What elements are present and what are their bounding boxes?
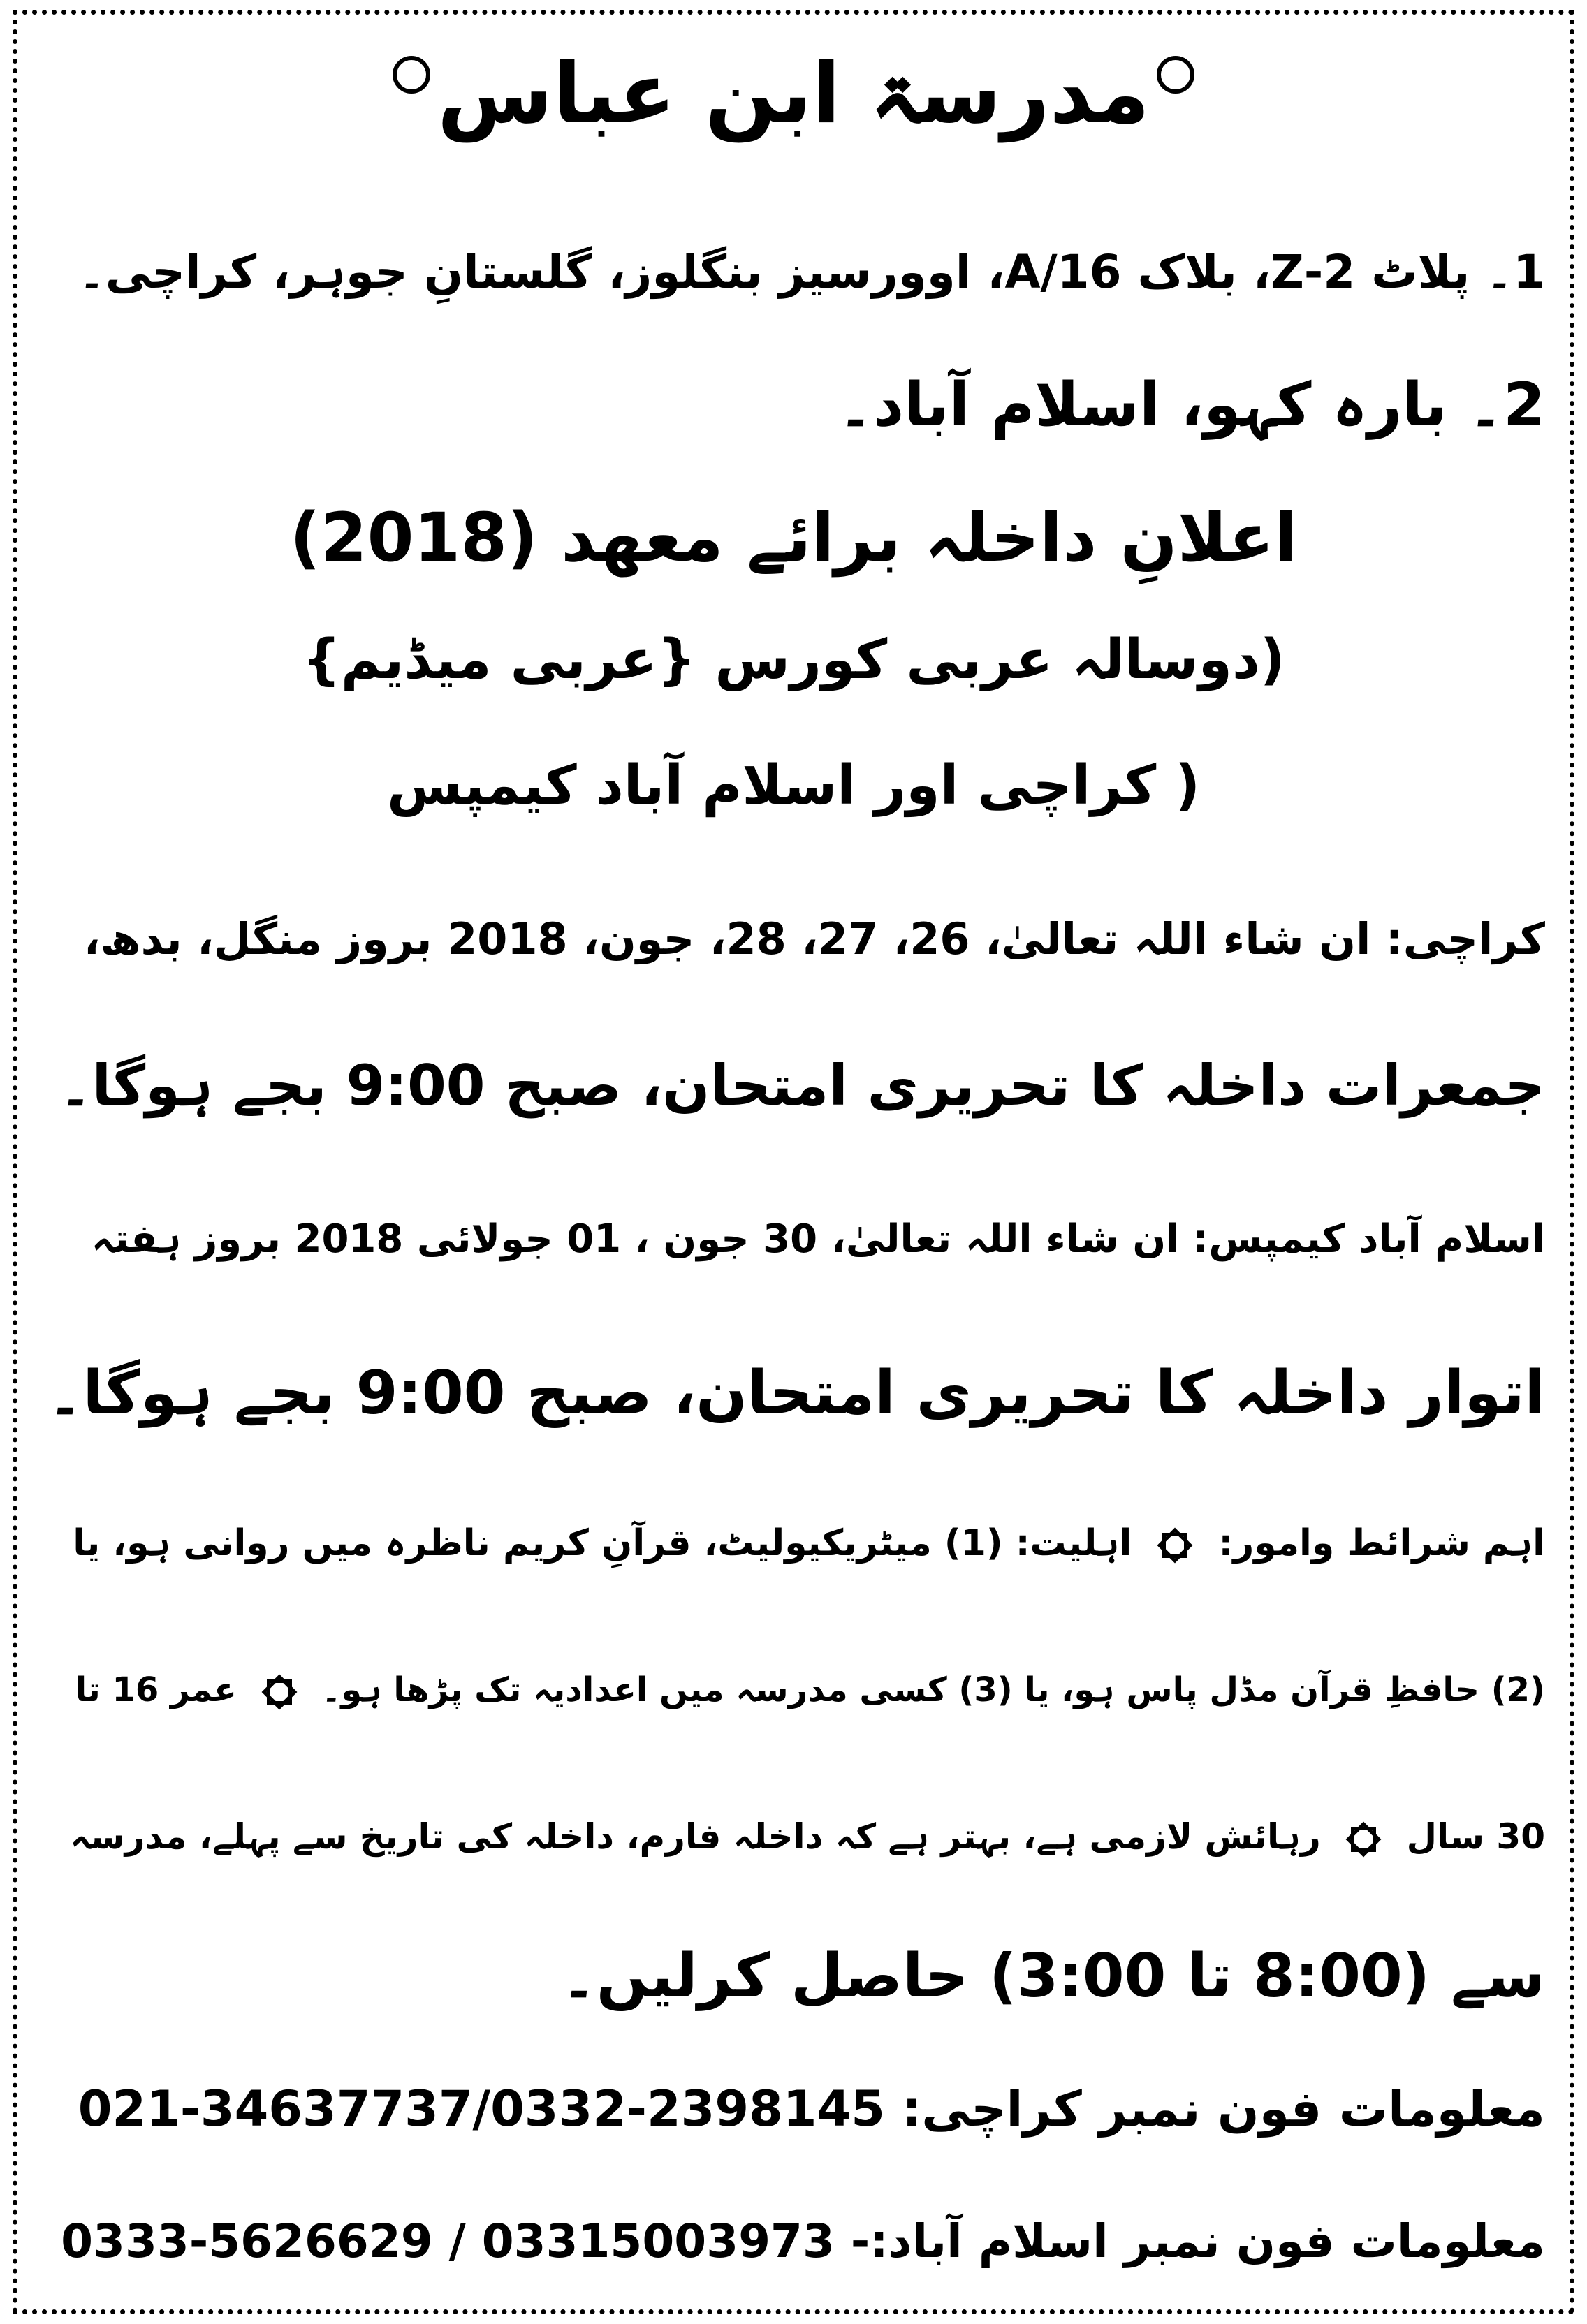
contact-karachi-label: معلومات فون نمبر کراچی: (902, 2080, 1545, 2138)
octagram-bullet-icon (261, 1674, 298, 1710)
address-islamabad: 2۔ بارہ کہو، اسلام آباد۔ (838, 370, 1545, 440)
requirements-line-4: سے (8:00 تا 3:00) حاصل کرلیں۔ (561, 1941, 1545, 2011)
age-text: عمر 16 تا (75, 1670, 237, 1709)
institution-title: مدرسۃ ابن عباس (388, 28, 1199, 161)
masthead (42, 28, 1545, 161)
octagram-bullet-icon (1157, 1527, 1193, 1564)
contact-islamabad (42, 2200, 1545, 2283)
contact-karachi (42, 2067, 1545, 2151)
campus-subtitle: ( کراچی اور اسلام آباد کیمپس (386, 754, 1201, 817)
address-karachi: 1۔ پلاٹ 2-Z، بلاک 16/A، اوورسیز بنگلوز، گلستانِ جوہر، کراچی۔ (78, 245, 1545, 299)
contact-islamabad-numbers: 0333-5626629 / 03315003973 (61, 2214, 835, 2268)
contact-karachi-numbers: 021-34637737/0332-2398145 (78, 2080, 885, 2138)
age-continued: 30 سال (1406, 1816, 1545, 1857)
eligibility-text: اہلیت: (1) میٹریکیولیٹ، قرآنِ کریم ناظرہ میں روانی ہو، یا (73, 1522, 1132, 1564)
announcement-heading: اعلانِ داخلہ برائے معھد (2018) (289, 499, 1298, 577)
islamabad-schedule-line-2: اتوار داخلہ کا تحریری امتحان، صبح 9:00 بجے ہوگا۔ (47, 1358, 1545, 1428)
requirements-line-3 (42, 1795, 1545, 1878)
requirements-line-2 (42, 1648, 1545, 1732)
karachi-schedule-line-1: کراچی: ان شاء اللہ تعالیٰ، 26، 27، 28، جون، 2018 بروز منگل، بدھ، (83, 913, 1545, 964)
eligibility-continued: (2) حافظِ قرآن مڈل پاس ہو، یا (3) کسی مدرسہ میں اعدادیہ تک پڑھا ہو۔ (321, 1670, 1545, 1709)
karachi-schedule-line-2: جمعرات داخلہ کا تحریری امتحان، صبح 9:00 بجے ہوگا۔ (59, 1053, 1545, 1118)
octagram-bullet-icon (1345, 1821, 1382, 1858)
islamabad-schedule-line-1: اسلام آباد کیمپس: ان شاء اللہ تعالیٰ، 30 جون ، 01 جولائی 2018 بروز ہفتہ (91, 1216, 1545, 1262)
requirements-line-1 (42, 1501, 1545, 1585)
course-subtitle: (دوسالہ عربی کورس {عربی میڈیم} (302, 628, 1285, 691)
requirements-title: اہم شرائط وامور: (1218, 1522, 1545, 1564)
residence-text: رہائش لازمی ہے، بہتر ہے کہ داخلہ فارم، داخلہ کی تاریخ سے پہلے، مدرسہ (70, 1816, 1321, 1857)
contact-islamabad-label: معلومات فون نمبر اسلام آباد:- (850, 2214, 1545, 2268)
